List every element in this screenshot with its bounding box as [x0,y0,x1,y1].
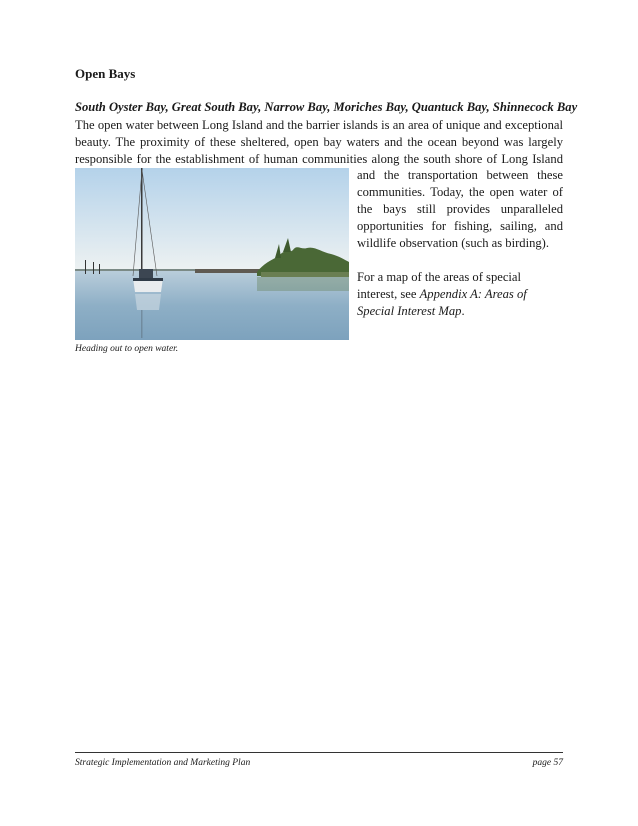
column-paragraph: and the transportation between these communities. Today, the open water of the bays still provides unparalleled opportunities for fishing, sailing, and wildlife observation (such as birding). [357,168,563,250]
footer-divider [75,752,563,753]
map-reference-prefix: For a map of the areas of special interest, see [357,270,522,301]
bay-list-subheading: South Oyster Bay, Great South Bay, Narrow Bay, Moriches Bay, Quantuck Bay, Shinnecock Bay [75,100,578,114]
page-number: page 57 [532,758,563,768]
intro-line: beauty. The proximity of these sheltered, open bay waters and the ocean beyond was largely [75,135,563,149]
intro-line: The open water between Long Island and the barrier islands is an area of unique and exceptional [75,118,563,132]
sailboat-photo [75,168,349,340]
intro-paragraph [75,117,563,168]
appendix-reference-link[interactable]: Appendix A: Areas of Special Interest Map [357,287,527,318]
photo-caption: Heading out to open water. [75,344,179,354]
section-heading: Open Bays [75,66,136,81]
map-reference-suffix: . [461,304,465,318]
map-reference-paragraph [357,269,563,320]
footer-title: Strategic Implementation and Marketing Plan [75,758,251,768]
intro-line: responsible for the establishment of human communities along the south shore of Long Island [75,152,563,166]
right-column-text [357,167,563,320]
